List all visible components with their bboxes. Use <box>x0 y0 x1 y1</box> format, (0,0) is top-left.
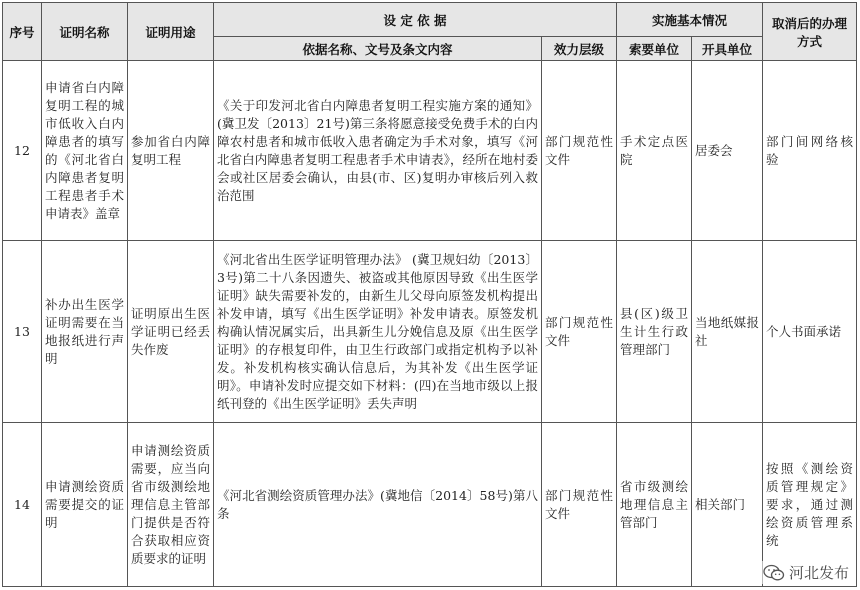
row-impl-request: 省市级测绘地理信息主管部门 <box>617 423 692 587</box>
header-impl-group: 实施基本情况 <box>617 3 763 37</box>
header-cert-use: 证明用途 <box>128 3 214 61</box>
row-basis-level: 部门规范性文件 <box>542 241 617 423</box>
row-cert-use: 证明原出生医学证明已经丢失作废 <box>128 241 214 423</box>
header-basis-group: 设 定 依 据 <box>214 3 617 37</box>
row-seq: 13 <box>3 241 42 423</box>
row-impl-issue: 相关部门 <box>692 423 763 587</box>
row-cert-use: 申请测绘资质需要，应当向省市级测绘地理信息主管部门提供是否符合获取相应资质要求的证明 <box>128 423 214 587</box>
header-seq: 序号 <box>3 3 42 61</box>
row-cert-name: 补办出生医学证明需要在当地报纸进行声明 <box>42 241 128 423</box>
row-basis-doc: 《关于印发河北省白内障患者复明工程实施方案的通知》(冀卫发〔2013〕21号)第三条将愿意接受免费手术的白内障农村患者和城市低收入患者确定为手术对象，填写《河北省白内障患者复明工程患者手术申请表》，经所在地村委会或社区居委会确认，由县(市、区)复明办审核后列入救治范围 <box>214 61 542 241</box>
header-basis-doc: 依据名称、文号及条文内容 <box>214 37 542 61</box>
row-after-cancel: 个人书面承诺 <box>763 241 857 423</box>
wechat-icon <box>763 564 785 582</box>
header-impl-issue: 开具单位 <box>692 37 763 61</box>
row-impl-issue: 居委会 <box>692 61 763 241</box>
header-after-cancel: 取消后的办理方式 <box>763 3 857 61</box>
row-impl-request: 县(区)级卫生计生行政管理部门 <box>617 241 692 423</box>
row-cert-name: 申请省白内障复明工程的城市低收入白内障患者的填写的《河北省白内障患者复明工程患者手术申请表》盖章 <box>42 61 128 241</box>
row-seq: 14 <box>3 423 42 587</box>
row-impl-issue: 当地纸媒报社 <box>692 241 763 423</box>
row-after-cancel: 按照《测绘资质管理规定》要求，通过测绘资质管理系统 <box>763 423 857 587</box>
row-after-cancel: 部门间网络核验 <box>763 61 857 241</box>
row-basis-doc: 《河北省出生医学证明管理办法》 (冀卫规妇幼〔2013〕3号)第二十八条因遗失、被盗或其他原因导致《出生医学证明》缺失需要补发的，由新生儿父母向原签发机构提出补发申请，填写《出生医学证明》补发申请表。原签发机构确认情况属实后，出具新生儿分娩信息及原《出生医学证明》的存根复印件，由卫生行政部门或指定机构予以补发。补发机构核实确认信息后，为其补发《出生医学证明》。申请补发时应提交如下材料：(四)在当地市级以上报纸刊登的《出生医学证明》丢失声明 <box>214 241 542 423</box>
row-basis-level: 部门规范性文件 <box>542 423 617 587</box>
watermark-text: 河北发布 <box>788 564 849 582</box>
header-cert-name: 证明名称 <box>42 3 128 61</box>
header-basis-level: 效力层级 <box>542 37 617 61</box>
row-basis-doc: 《河北省测绘资质管理办法》(冀地信〔2014〕58号)第八条 <box>214 423 542 587</box>
table-row <box>3 423 857 587</box>
row-basis-level: 部门规范性文件 <box>542 61 617 241</box>
table-row <box>3 61 857 241</box>
header-impl-request: 索要单位 <box>617 37 692 61</box>
row-cert-use: 参加省白内障复明工程 <box>128 61 214 241</box>
certificates-table <box>2 2 857 587</box>
row-seq: 12 <box>3 61 42 241</box>
row-impl-request: 手术定点医院 <box>617 61 692 241</box>
watermark <box>760 561 852 584</box>
row-cert-name: 申请测绘资质需要提交的证明 <box>42 423 128 587</box>
table-row <box>3 241 857 423</box>
